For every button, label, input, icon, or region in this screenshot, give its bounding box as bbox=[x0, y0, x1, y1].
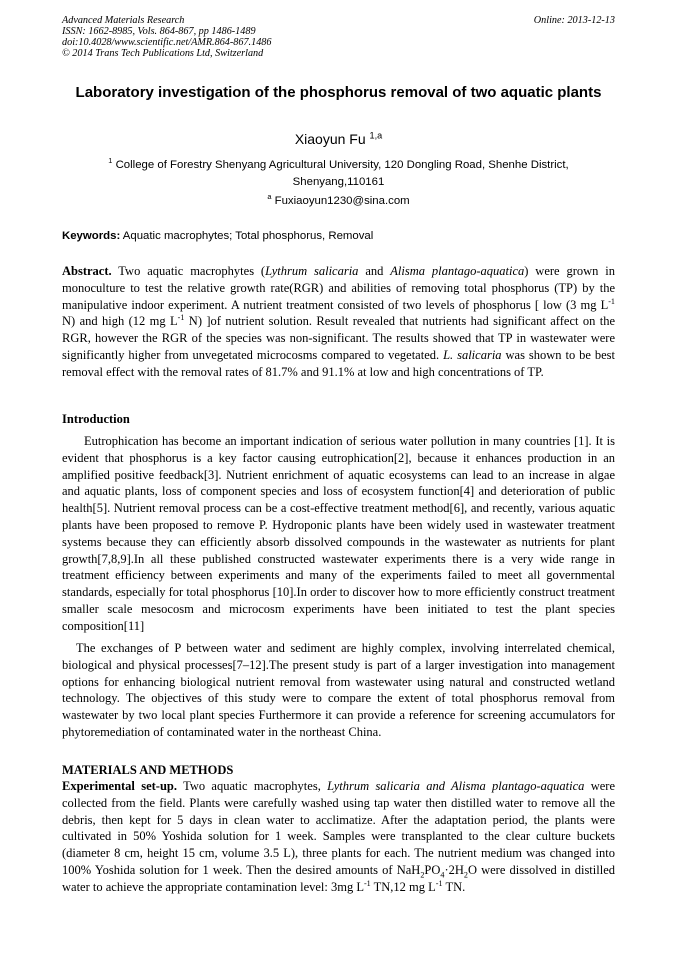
methods-text: TN,12 mg L bbox=[370, 879, 436, 894]
abstract-text: was shown to be best removal effect with the removal rates of 81.7% and 91.1% at low and high concentrations of TP. bbox=[62, 347, 616, 379]
affiliation-text: College of Forestry Shenyang Agricultural University, 120 Dongling Road, Shenhe District, Shenyang,110161 bbox=[115, 159, 569, 188]
abstract-text: and bbox=[365, 264, 384, 278]
email-line bbox=[62, 194, 615, 209]
abstract-label: Abstract. bbox=[62, 264, 112, 278]
introduction-paragraph: Eutrophication has become an important indication of serious water pollution in many countries [1]. It is evident that phosphorus is a key factor causing eutrophication[2], because it enhances production in an amplified positive feedback[3]. Nutrient enrichment of aquatic ecosystems can lead to an increase in algae and aquatic plants, loss of component species and loss of ecosystem function[4] and deterioration of public health[5]. Nutrient removal process can be a cost-effective treatment method[6], and recently, various aquatic plants have been proposed to remove P. Hydroponic plants have been widely used in wastewater treatment systems because they can efficiently absorb dissolved compounds in the wastewater as nutrients for plant growth[7,8,9].In all these published constructed wastewater experiments there is a very wide range in treatment efficiency between experiments and many of the experiments failed to meet all governmental standards, especially for total phosphorus [10].In order to discover how to more efficiently construct treatment smaller scale mesocosm and microcosm experiments have been initiated to test the plant species composition[11] bbox=[62, 434, 615, 633]
introduction-heading: Introduction bbox=[62, 412, 130, 426]
methods-text: PO bbox=[424, 862, 441, 877]
species-name: Lythrum salicaria and Alisma plantago-aquatica bbox=[327, 779, 585, 793]
species-name: Alisma plantago-aquatica bbox=[390, 264, 525, 278]
species-name: L. salicaria bbox=[443, 347, 502, 362]
journal-name: Advanced Materials Research bbox=[62, 15, 185, 26]
exponent: -1 bbox=[177, 313, 185, 323]
abstract-text: N) and high (12 mg L bbox=[62, 314, 178, 329]
exponent: -1 bbox=[363, 878, 371, 888]
exponent: -1 bbox=[608, 296, 615, 306]
methods-text: ·2H bbox=[444, 862, 464, 877]
issn-line: ISSN: 1662-8985, Vols. 864-867, pp 1486-1489 bbox=[62, 26, 256, 37]
email-text: Fuxiaoyun1230@sina.com bbox=[274, 195, 410, 207]
experimental-setup-paragraph bbox=[62, 778, 615, 896]
affiliation-superscript: 1 bbox=[108, 156, 113, 166]
exponent: -1 bbox=[435, 878, 443, 888]
introduction-paragraph: The exchanges of P between water and sediment are highly complex, involving interrelated chemical, biological and physical processes[7–12].The present study is part of a larger investigation into management options for enhancing biological nutrient removal from wastewater using natural and constructed wetland technology. The objectives of this study were to compare the extent of total phosphorus removal from wastewater by two local plant species Furthermore it can provide a reference for screening accumulators for phytoremediation of contaminated water in the northeast China. bbox=[62, 641, 615, 739]
abstract-text: N) ]of nutrient solution. Result revealed that nutrients had significant affect on the RGR, however the RGR of the species was non-significant. The results showed that TP in wastewater were significantly higher from unvegetated microcosms compared to vegetated. bbox=[62, 314, 616, 362]
subscript: 2 bbox=[463, 870, 468, 880]
species-name: Lythrum salicaria bbox=[265, 264, 359, 278]
methods-text: TN. bbox=[442, 879, 466, 894]
online-date: Online: 2013-12-13 bbox=[533, 15, 615, 26]
methods-text: Two aquatic macrophytes, bbox=[183, 779, 321, 793]
affiliation bbox=[62, 157, 615, 191]
abstract-text: ) were grown in monoculture to test the relative growth rate(RGR) and abilities of removing total phosphorus (TP) by the manipulative indoor experiment. A nutrient treatment consisted of two levels of phosphorus [ low (3 mg L bbox=[62, 264, 616, 312]
abstract-text: Two aquatic macrophytes ( bbox=[118, 264, 266, 278]
keywords-label: Keywords: bbox=[62, 230, 121, 242]
subsection-label: Experimental set-up. bbox=[62, 779, 177, 793]
methods-text: were collected from the field. Plants were carefully washed using tap water then distilled water to remove all the debris, then kept for 5 days in clean water to acclimatize. After the adaptation period, the plants were cultivated in 50% Yoshida solution for 1 week. Samples were transplanted to the clear culture buckets (diameter 8 cm, height 15 cm, volume 3.5 L), three plants for each. The nutrient medium was changed into 100% Yoshida solution for 1 week. Then the desired amounts of NaH bbox=[62, 779, 616, 877]
author-name: Xiaoyun Fu bbox=[294, 131, 366, 147]
email-superscript: a bbox=[267, 192, 272, 202]
abstract bbox=[62, 263, 615, 381]
subscript: 4 bbox=[440, 870, 445, 880]
author-line bbox=[62, 130, 615, 148]
author-superscript: 1,a bbox=[369, 130, 383, 141]
methods-heading: MATERIALS AND METHODS bbox=[62, 763, 234, 777]
methods-text: O were dissolved in distilled water to achieve the appropriate contamination level: 3mg L bbox=[62, 862, 615, 894]
doi-line: doi:10.4028/www.scientific.net/AMR.864-867.1486 bbox=[62, 37, 272, 48]
keywords-text: Aquatic macrophytes; Total phosphorus, Removal bbox=[122, 230, 374, 242]
copyright-line: © 2014 Trans Tech Publications Ltd, Switzerland bbox=[62, 48, 264, 59]
journal-header bbox=[62, 15, 615, 59]
subscript: 2 bbox=[420, 870, 425, 880]
paper-title: Laboratory investigation of the phosphorus removal of two aquatic plants bbox=[75, 84, 602, 101]
keywords bbox=[62, 229, 615, 244]
